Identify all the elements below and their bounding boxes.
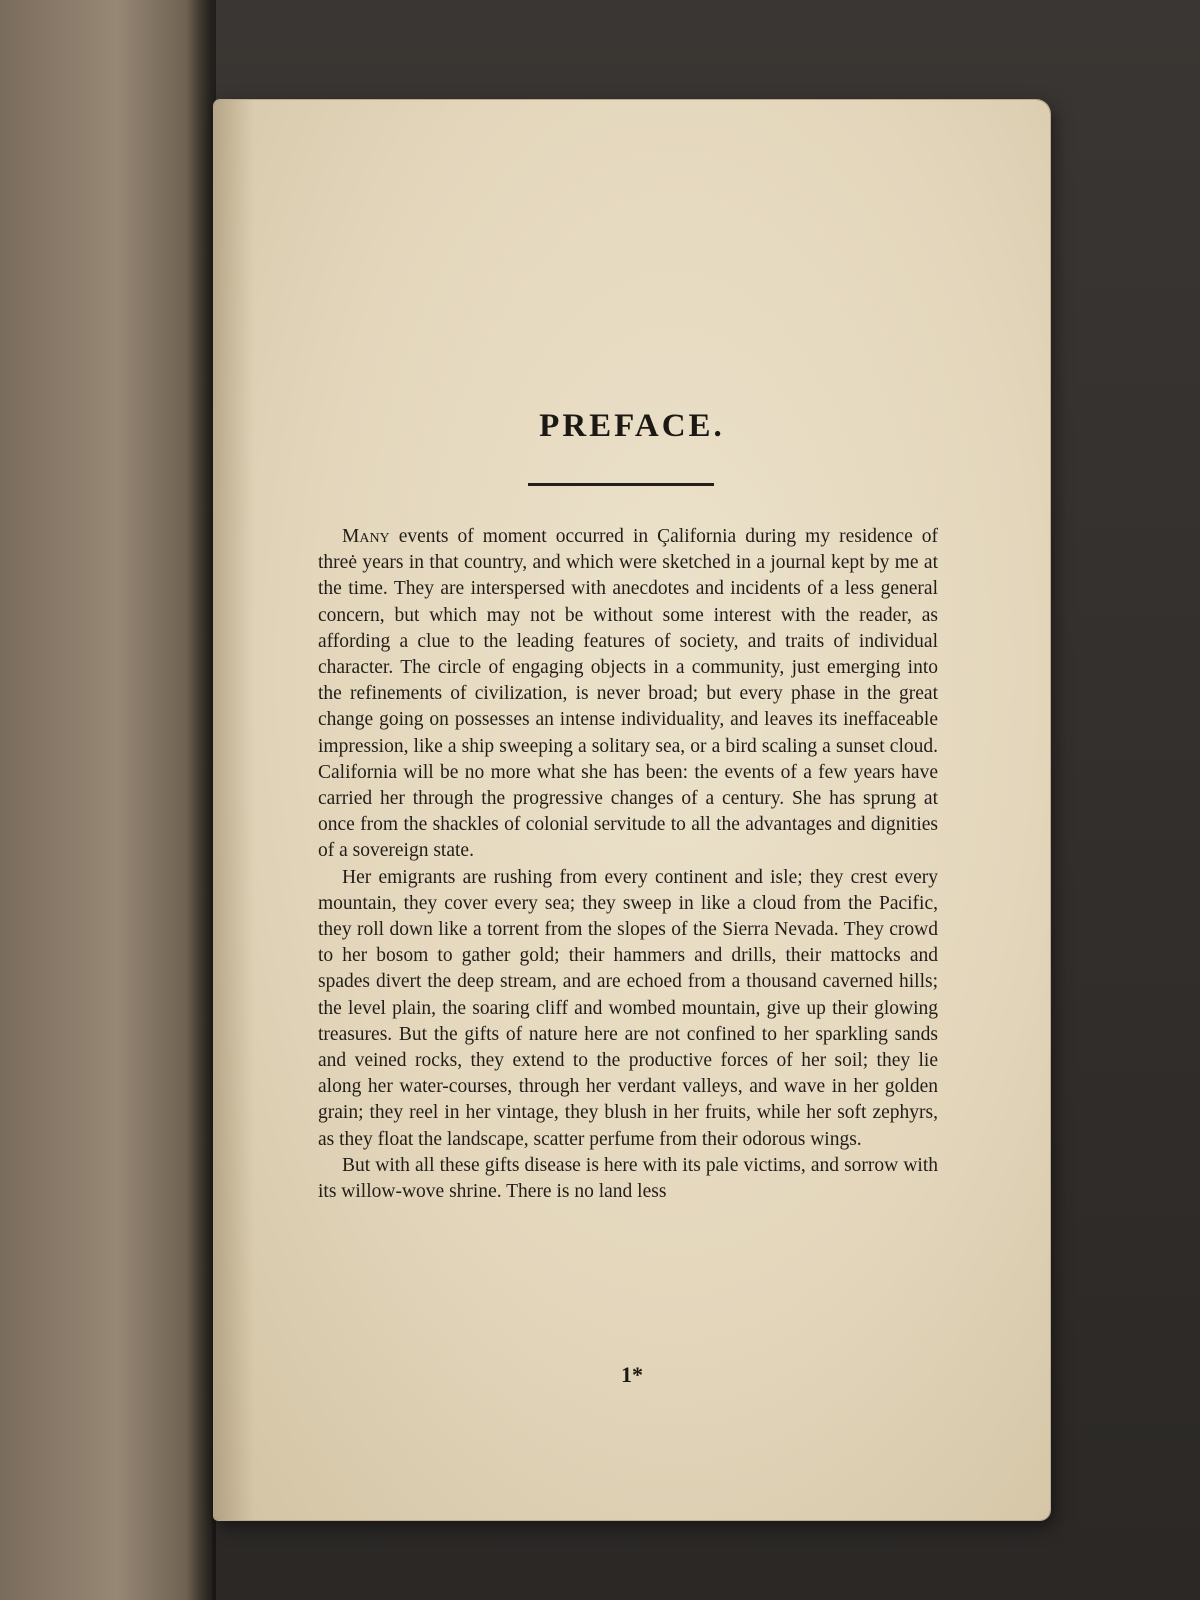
signature-mark: 1* bbox=[621, 1362, 643, 1387]
paragraph-text: events of moment occurred in Çalifornia during my residence of threė years in that country, and which were sketched in a journal kept by me at the time. They are interspersed with anecdotes and incidents of a less general concern, but which may not be without some interest with the reader, as affording a clue to the leading features of society, and traits of individual character. The circle of engaging objects in a community, just emerging into the refinements of civilization, is never broad; but every phase in the great change going on possesses an intense individuality, and leaves its ineffaceable impression, like a ship sweeping a solitary sea, or a bird scaling a sunset cloud. California will be no more what she has been: the events of a few years have carried her through the progressive changes of a century. She has sprung at once from the shackles of colonial servitude to all the advantages and dignities of a sovereign state. bbox=[318, 526, 938, 862]
facing-page bbox=[0, 0, 212, 1600]
paragraph-2: Her emigrants are rushing from every continent and isle; they crest every mountain, they cover every sea; they sweep in like a cloud from the Pacific, they roll down like a torrent from the slopes of the Sierra Nevada. They crowd to her bosom to gather gold; their hammers and drills, their mattocks and spades divert the deep stream, and are echoed from a thousand caverned hills; the level plain, the soaring cliff and wombed mountain, give up their glowing treasures. But the gifts of nature here are not confined to her sparkling sands and veined rocks, they extend to the productive forces of her soil; they lie along her water-courses, through her verdant valleys, and wave in her golden grain; they reel in her vintage, they blush in her fruits, while her soft zephyrs, as they float the landscape, scatter perfume from their odorous wings. bbox=[318, 866, 938, 1150]
book-page bbox=[214, 100, 1050, 1520]
body-text bbox=[318, 524, 938, 1205]
gutter-shadow bbox=[186, 0, 216, 1600]
page-title: PREFACE. bbox=[539, 408, 725, 444]
title-rule bbox=[528, 483, 714, 486]
paragraph-3: But with all these gifts disease is here with its pale victims, and sorrow with its willow-wove shrine. There is no land less bbox=[318, 1154, 938, 1203]
paragraph-1 bbox=[318, 524, 938, 865]
spine-shade bbox=[214, 100, 254, 1520]
paragraph-lead: Many bbox=[342, 526, 390, 547]
